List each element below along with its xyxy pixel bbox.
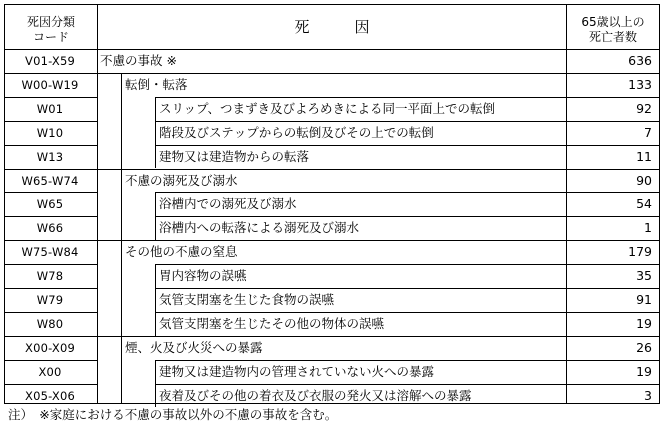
- row-code: X05-X06: [25, 388, 75, 403]
- row-count: 54: [636, 196, 652, 212]
- row-code: V01-X59: [25, 54, 75, 68]
- sub-indent-divider: [155, 192, 156, 216]
- row-cause: 胃内容物の誤嚥: [159, 268, 247, 284]
- row-count: 11: [636, 148, 652, 164]
- row-code: W80: [36, 316, 64, 331]
- row-code: W65-W74: [21, 173, 79, 188]
- row-code: W66: [36, 221, 64, 236]
- row-cause: 不慮の事故 ※: [100, 53, 177, 68]
- row-cause: 階段及びステップからの転倒及びその上での転倒: [159, 124, 434, 140]
- row-cause: 浴槽内への転落による溺死及び溺水: [159, 220, 360, 236]
- footnote: 注） ※家庭における不慮の事故以外の不慮の事故を含む。: [8, 407, 338, 422]
- sub-indent-divider: [155, 97, 156, 121]
- row-count: 91: [636, 292, 652, 307]
- sub-indent-divider: [155, 288, 156, 312]
- row-cause: 建物又は建造物からの転落: [159, 148, 310, 164]
- row-count: 636: [628, 53, 652, 68]
- row-cause: 転倒・転落: [125, 76, 188, 92]
- row-count: 3: [644, 387, 652, 403]
- row-divider: [4, 73, 660, 74]
- row-cause: 不慮の溺死及び溺水: [125, 172, 238, 188]
- sub-indent-divider: [155, 264, 156, 288]
- sub-indent-divider: [155, 145, 156, 169]
- row-count: 19: [636, 315, 652, 331]
- cause-column-header: 死 因: [294, 18, 370, 36]
- row-count: 92: [636, 100, 652, 116]
- row-count: 7: [644, 124, 652, 140]
- row-cause: 気管支閉塞を生じた食物の誤嚥: [159, 292, 335, 307]
- row-code: W10: [36, 125, 64, 140]
- row-count: 133: [628, 76, 652, 92]
- row-code: X00: [38, 364, 62, 379]
- row-count: 1: [644, 220, 652, 236]
- row-cause: 浴槽内での溺死及び溺水: [159, 196, 297, 212]
- deaths-column-header: 65歳以上の 死亡者数: [581, 15, 645, 44]
- row-code: W00-W19: [21, 77, 79, 92]
- row-count: 90: [636, 172, 652, 188]
- row-code: W78: [36, 269, 64, 284]
- row-cause: スリップ、つまずき及びよろめきによる同一平面上での転倒: [159, 100, 496, 116]
- code-column-divider: [97, 4, 98, 404]
- row-code: W65: [36, 197, 64, 212]
- row-count: 35: [636, 268, 652, 284]
- indent-divider: [121, 73, 122, 404]
- row-cause: その他の不慮の窒息: [125, 244, 238, 260]
- group-divider: [4, 336, 660, 337]
- row-code: W79: [36, 293, 64, 307]
- sub-indent-divider: [155, 121, 156, 145]
- row-code: W75-W84: [21, 245, 79, 260]
- row-count: 179: [628, 244, 652, 260]
- sub-indent-divider: [155, 312, 156, 336]
- sub-indent-divider: [155, 216, 156, 240]
- group-divider: [4, 240, 660, 241]
- sub-indent-divider: [155, 360, 156, 384]
- row-count: 26: [636, 339, 652, 355]
- sub-indent-divider: [155, 384, 156, 408]
- group-divider: [4, 169, 660, 170]
- row-cause: 夜着及びその他の着衣及び衣服の発火又は溶解への暴露: [159, 387, 472, 403]
- row-count: 19: [636, 363, 652, 379]
- row-code: W01: [36, 101, 64, 116]
- row-code: W13: [36, 149, 64, 164]
- code-column-header: 死因分類 コード: [26, 15, 75, 44]
- row-code: X00-X09: [25, 340, 75, 355]
- row-cause: 気管支閉塞を生じたその他の物体の誤嚥: [159, 315, 385, 331]
- row-cause: 建物又は建造物内の管理されていない火への暴露: [159, 363, 435, 379]
- row-cause: 煙、火及び火災への暴露: [125, 339, 263, 355]
